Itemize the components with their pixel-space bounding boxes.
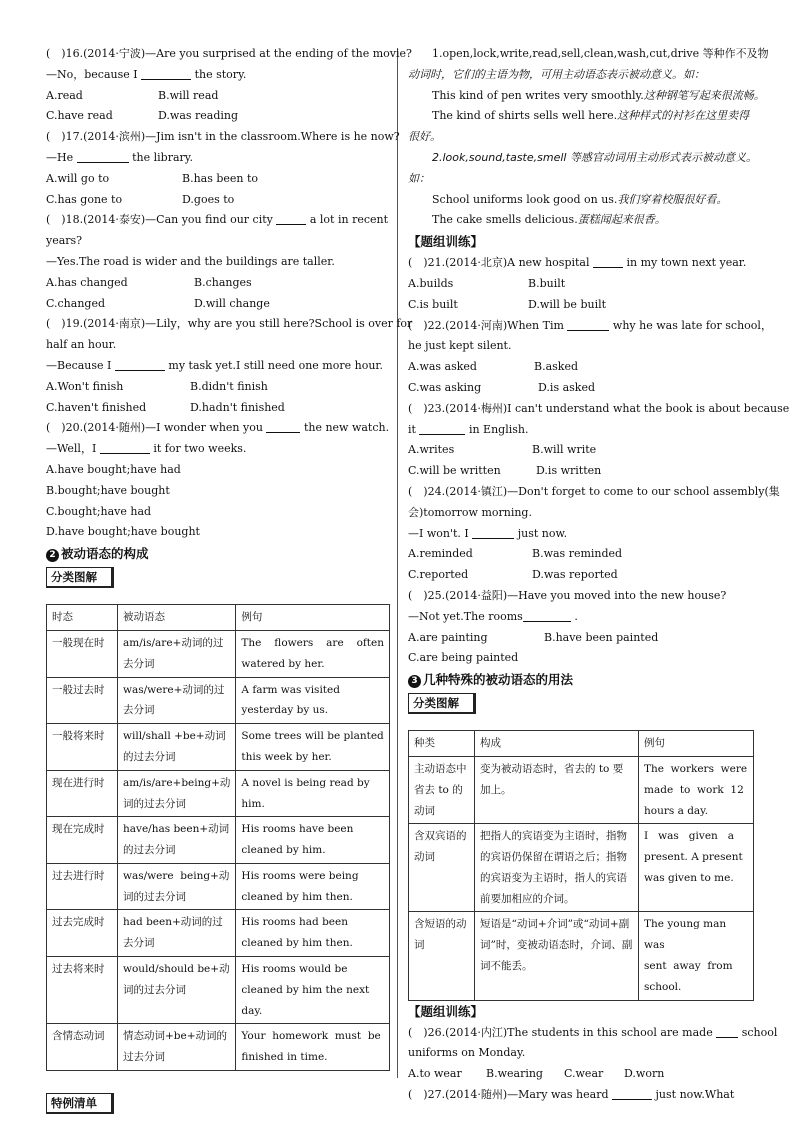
q26-options: A.to wear B.wearing C.wear D.worn — [408, 1067, 665, 1081]
example-2: The kind of shirts sells well here.这种样式的衬衫在这里卖得 — [432, 109, 750, 123]
example-4: The cake smells delicious.蛋糕闻起来很香。 — [432, 213, 666, 227]
q20-option-d: D.have bought;have bought — [46, 525, 200, 539]
q26-stem: ( )26.(2014·内江)The students in this school are made school — [408, 1025, 778, 1039]
q25-stem: ( )25.(2014·益阳)—Have you moved into the new house? — [408, 588, 727, 602]
q19-stem: ( )19.(2014·南京)—Lily，why are you still here?School is over for — [46, 317, 413, 331]
table-row: 过去完成时 had been+动词的过去分词 His rooms had been cleaned by him then. — [47, 910, 390, 957]
left-column — [46, 44, 413, 1130]
category-diagram-tag: 分类图解 — [408, 693, 476, 714]
q16-options-1: A.read B.will read — [46, 88, 219, 102]
table-row: 主动语态中省去 to 的动词 变为被动语态时，省去的 to 要加上。 The workers were made to work 12 hours a day. — [409, 756, 754, 823]
right-column — [408, 44, 790, 1106]
q16-stem: ( )16.(2014·宁波)—Are you surprised at the ending of the movie? — [46, 47, 412, 60]
q18-reply: —Yes.The road is wider and the buildings are taller. — [46, 254, 335, 268]
category-diagram-tag: 分类图解 — [46, 567, 114, 588]
section-3-title: 3 几种特殊的被动语态的用法 — [408, 669, 754, 691]
q21-stem: ( )21.(2014·北京)A new hospital in my town next year. — [408, 256, 747, 270]
note-1-line-1: 1.open,lock,write,read,sell,clean,wash,cut,drive 等种作不及物 — [432, 47, 769, 60]
drill-title-2: 【题组训练】 — [408, 1003, 484, 1019]
q20-option-b: B.bought;have bought — [46, 483, 170, 497]
example-2-cont: 很好。 — [408, 130, 441, 144]
q22-stem: ( )22.(2014·河南)When Tim why he was late for school， — [408, 318, 772, 332]
special-passive-table — [408, 730, 754, 1001]
q22-options-1: A.was asked B.asked — [408, 360, 578, 374]
q19-reply: —Because I my task yet.I still need one more hour. — [46, 358, 383, 372]
q18-options-2: C.changed D.will change — [46, 296, 270, 310]
q16-reply: —No，because I the story. — [46, 67, 247, 81]
q25-options-2: C.are being painted — [408, 651, 519, 665]
q26-stem-cont: uniforms on Monday. — [408, 1046, 526, 1060]
table-row: 现在进行时 am/is/are+being+动词的过去分词 A novel is being read by him. — [47, 770, 390, 817]
q24-options-2: C.reported D.was reported — [408, 568, 618, 582]
table-row: 含短语的动词 短语是“动词+介词”或“动词+副词”时，变被动语态时，介词、副词不能丢。 The young man was sent away from school. — [409, 912, 754, 1000]
section-number-badge: 2 — [46, 549, 59, 562]
note-2-line-2: 如： — [408, 171, 430, 185]
q19-stem-cont: half an hour. — [46, 338, 117, 352]
q23-stem-cont: it in English. — [408, 422, 529, 436]
q24-stem: ( )24.(2014·镇江)—Don't forget to come to our school assembly(集 — [408, 484, 780, 498]
example-3: School uniforms look good on us.我们穿着校服很好看。 — [432, 192, 728, 206]
q18-stem-cont: years? — [46, 234, 83, 248]
q20-option-a: A.have bought;have had — [46, 462, 181, 476]
q20-stem: ( )20.(2014·随州)—I wonder when you the new watch. — [46, 421, 390, 435]
table-row: 含情态动词 情态动词+be+动词的过去分词 Your homework must be finished in time. — [47, 1024, 390, 1071]
passive-voice-table — [46, 604, 390, 1071]
q24-options-1: A.reminded B.was reminded — [408, 547, 623, 561]
q22-options-2: C.was asking D.is asked — [408, 380, 596, 394]
example-1: This kind of pen writes very smoothly.这种钢笔写起来很流畅。 — [432, 88, 765, 102]
q25-reply: —Not yet.The rooms . — [408, 609, 578, 623]
note-1-line-2: 动词时，它们的主语为物，可用主动语态表示被动意义。如： — [408, 67, 705, 81]
section-2-title: 2 被动语态的构成 — [46, 543, 390, 565]
q21-options-2: C.is built D.will be built — [408, 297, 607, 311]
q24-reply: —I won't. I just now. — [408, 526, 568, 540]
table-header-row: 种类 构成 例句 — [409, 731, 754, 757]
table-header-row: 时态 被动语态 例句 — [47, 605, 390, 631]
q16-options-2: C.have read D.was reading — [46, 109, 239, 123]
q23-options-2: C.will be written D.is written — [408, 464, 602, 478]
table-row: 一般现在时 am/is/are+动词的过去分词 The flowers are often watered by her. — [47, 630, 390, 677]
q17-options-2: C.has gone to D.goes to — [46, 192, 235, 206]
note-2-line-1: 2.look,sound,taste,smell 等感官动词用主动形式表示被动意义。 — [432, 150, 757, 164]
q20-option-c: C.bought;have had — [46, 504, 152, 518]
drill-title: 【题组训练】 — [408, 234, 484, 250]
q22-stem-cont: he just kept silent. — [408, 339, 512, 353]
q23-stem: ( )23.(2014·梅州)I can't understand what the book is about because — [408, 401, 790, 415]
q19-options-1: A.Won't finish B.didn't finish — [46, 379, 268, 393]
q17-stem: ( )17.(2014·滨州)—Jim isn't in the classroom.Where is he now? — [46, 130, 400, 144]
table-row: 含双宾语的动词 把指人的宾语变为主语时，指物的宾语仍保留在谓语之后；指物的宾语变为主语时，指人的宾语前要加相应的介词。 I was given a present. A present was given to me. — [409, 824, 754, 912]
q21-options-1: A.builds B.built — [408, 276, 566, 290]
q23-options-1: A.writes B.will write — [408, 443, 597, 457]
q25-options-1: A.are painting B.have been painted — [408, 630, 659, 644]
q27-stem: ( )27.(2014·随州)—Mary was heard just now.What — [408, 1088, 735, 1102]
q19-options-2: C.haven't finished D.hadn't finished — [46, 400, 285, 414]
table-row: 过去将来时 would/should be+动词的过去分词 His rooms would be cleaned by him the next day. — [47, 957, 390, 1024]
q20-reply: —Well，I it for two weeks. — [46, 442, 247, 456]
table-row: 一般将来时 will/shall +be+动词的过去分词 Some trees will be planted this week by her. — [47, 724, 390, 771]
section-number-badge: 3 — [408, 675, 421, 688]
q18-stem: ( )18.(2014·泰安)—Can you find our city a lot in recent — [46, 213, 389, 227]
table-row: 一般过去时 was/were+动词的过去分词 A farm was visited yesterday by us. — [47, 677, 390, 724]
q17-options-1: A.will go to B.has been to — [46, 171, 259, 185]
q18-options-1: A.has changed B.changes — [46, 275, 252, 289]
q17-reply: —He the library. — [46, 150, 194, 164]
table-row: 现在完成时 have/has been+动词的过去分词 His rooms have been cleaned by him. — [47, 817, 390, 864]
table-row: 过去进行时 was/were being+动词的过去分词 His rooms were being cleaned by him then. — [47, 863, 390, 910]
q24-stem-cont: 会)tomorrow morning. — [408, 505, 532, 519]
column-divider — [397, 48, 398, 1078]
special-cases-tag: 特例清单 — [46, 1093, 114, 1114]
